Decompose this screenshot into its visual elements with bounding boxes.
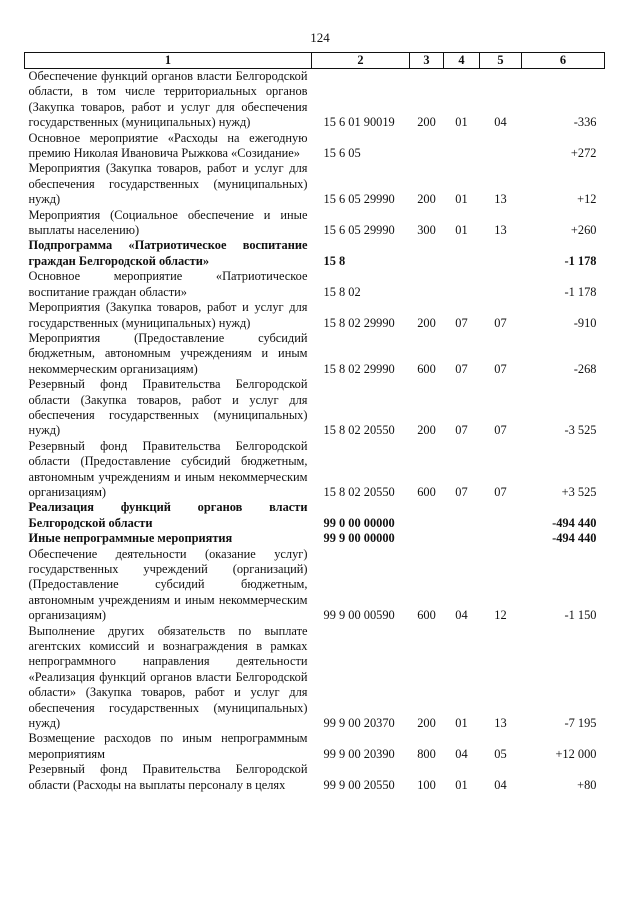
row-subsection: 12 xyxy=(494,608,507,623)
row-expense-type: 600 xyxy=(417,361,436,376)
row-subsection: 07 xyxy=(494,423,507,438)
row-expense-type xyxy=(410,500,444,531)
row-amount: -1 178 xyxy=(564,284,597,299)
row-section xyxy=(444,131,480,162)
row-name: Мероприятия (Закупка товаров, работ и услуг для обеспечения государственных (муниципальных) нужд) xyxy=(28,161,308,207)
row-expense-type: 200 xyxy=(417,716,436,731)
table-row xyxy=(25,208,605,239)
row-code: 99 9 00 00590 xyxy=(323,608,395,623)
table-row xyxy=(25,131,605,162)
row-section: 01 xyxy=(455,223,468,238)
row-code: 15 8 02 xyxy=(323,284,361,299)
row-code: 15 8 02 20550 xyxy=(323,423,395,438)
row-name: Выполнение других обязательств по выплате агентских комиссий и вознаграждения в рамках непрограммного направления деятельности «Реализация функций органов власти Белгородской области» (Закупка товаров, работ и услуг для обеспечения государственных (муниципальных) нужд) xyxy=(28,623,308,731)
row-name: Мероприятия (Закупка товаров, работ и услуг для государственных (муниципальных) нужд) xyxy=(28,300,308,330)
row-section: 07 xyxy=(455,423,468,438)
row-subsection: 07 xyxy=(494,315,507,330)
row-section: 04 xyxy=(455,608,468,623)
row-subsection: 07 xyxy=(494,361,507,376)
header-col-4: 4 xyxy=(444,53,480,69)
row-amount: -910 xyxy=(573,315,597,330)
table-row xyxy=(25,269,605,300)
row-section: 07 xyxy=(455,361,468,376)
row-code: 99 9 00 20370 xyxy=(323,716,395,731)
header-col-1: 1 xyxy=(25,53,312,69)
row-code: 15 6 05 29990 xyxy=(323,223,395,238)
row-expense-type xyxy=(410,531,444,546)
page-number: 124 xyxy=(310,30,330,45)
row-section: 07 xyxy=(455,315,468,330)
row-name: Резервный фонд Правительства Белгородской области (Предоставление субсидий бюджетным, автономным учреждениям и иным некоммерческим организациям) xyxy=(28,438,308,499)
row-expense-type xyxy=(410,269,444,300)
row-expense-type: 100 xyxy=(417,777,436,792)
row-code: 15 8 xyxy=(323,253,346,268)
row-expense-type: 600 xyxy=(417,608,436,623)
row-section xyxy=(444,238,480,269)
row-amount: -7 195 xyxy=(564,716,597,731)
table-row xyxy=(25,624,605,732)
row-code: 99 9 00 20390 xyxy=(323,746,395,761)
table-body xyxy=(25,69,605,794)
row-subsection: 13 xyxy=(494,716,507,731)
header-col-3: 3 xyxy=(410,53,444,69)
row-amount: +80 xyxy=(577,777,597,792)
row-amount: -1 178 xyxy=(564,253,597,268)
row-section: 07 xyxy=(455,484,468,499)
table-row xyxy=(25,531,605,546)
row-expense-type: 600 xyxy=(417,484,436,499)
row-name: Основное мероприятие «Расходы на ежегодную премию Николая Ивановича Рыжкова «Созидание» xyxy=(28,130,308,161)
budget-table xyxy=(24,52,605,793)
row-code: 15 8 02 29990 xyxy=(323,315,395,330)
table-row xyxy=(25,439,605,501)
row-name: Иные непрограммные мероприятия xyxy=(28,531,233,546)
row-amount: -268 xyxy=(573,361,597,376)
row-code: 15 6 05 29990 xyxy=(323,192,395,207)
row-name: Мероприятия (Предоставление субсидий бюджетным, автономным учреждениям и иным некоммерческим организациям) xyxy=(28,330,308,376)
header-row xyxy=(25,53,605,69)
row-subsection xyxy=(480,238,522,269)
row-name: Резервный фонд Правительства Белгородской области (Расходы на выплаты персоналу в целях xyxy=(28,762,308,792)
row-expense-type: 200 xyxy=(417,192,436,207)
row-subsection xyxy=(480,131,522,162)
table-row xyxy=(25,161,605,207)
row-subsection: 04 xyxy=(494,777,507,792)
table-header xyxy=(25,53,605,69)
table-row xyxy=(25,300,605,331)
row-code: 15 6 01 90019 xyxy=(323,115,395,130)
row-section: 01 xyxy=(455,716,468,731)
row-subsection: 13 xyxy=(494,223,507,238)
row-amount: +272 xyxy=(570,146,597,161)
row-name: Подпрограмма «Патриотическое воспитание граждан Белгородской области» xyxy=(28,238,308,268)
row-section: 01 xyxy=(455,192,468,207)
table-row xyxy=(25,762,605,793)
row-code: 99 9 00 20550 xyxy=(323,777,395,792)
row-amount: +3 525 xyxy=(561,484,597,499)
row-code: 15 6 05 xyxy=(323,146,361,161)
row-name: Основное мероприятие «Патриотическое воспитание граждан области» xyxy=(28,269,308,299)
row-subsection: 04 xyxy=(494,115,507,130)
row-amount: -336 xyxy=(573,115,597,130)
table-row xyxy=(25,500,605,531)
row-subsection: 07 xyxy=(494,484,507,499)
row-subsection xyxy=(480,500,522,531)
table-row xyxy=(25,547,605,624)
row-expense-type: 200 xyxy=(417,423,436,438)
row-name: Возмещение расходов по иным непрограммным мероприятиям xyxy=(28,731,308,761)
row-section xyxy=(444,531,480,546)
header-col-5: 5 xyxy=(480,53,522,69)
row-code: 15 8 02 20550 xyxy=(323,484,395,499)
row-amount: -3 525 xyxy=(564,423,597,438)
row-amount: -494 440 xyxy=(552,515,597,530)
row-amount: -494 440 xyxy=(552,531,597,546)
row-name: Реализация функций органов власти Белгородской области xyxy=(28,500,308,530)
row-name: Резервный фонд Правительства Белгородской области (Закупка товаров, работ и услуг для обеспечения государственных (муниципальных) нужд) xyxy=(28,377,308,438)
table-row xyxy=(25,69,605,131)
row-name: Мероприятия (Социальное обеспечение и иные выплаты населению) xyxy=(28,207,308,238)
row-expense-type: 200 xyxy=(417,115,436,130)
row-expense-type: 800 xyxy=(417,746,436,761)
row-section: 04 xyxy=(455,746,468,761)
row-expense-type: 300 xyxy=(417,223,436,238)
row-section: 01 xyxy=(455,777,468,792)
table-row xyxy=(25,377,605,439)
row-section: 01 xyxy=(455,115,468,130)
row-name: Обеспечение деятельности (оказание услуг) государственных учреждений (организаций) (Предоставление субсидий бюджетным, автономным учреждениям и иным некоммерческим организациям) xyxy=(28,546,308,623)
row-section xyxy=(444,269,480,300)
row-subsection: 13 xyxy=(494,192,507,207)
row-amount: -1 150 xyxy=(564,608,597,623)
row-section xyxy=(444,500,480,531)
header-col-2: 2 xyxy=(312,53,410,69)
row-amount: +12 xyxy=(577,192,597,207)
row-subsection: 05 xyxy=(494,746,507,761)
row-amount: +260 xyxy=(570,223,597,238)
row-code: 99 9 00 00000 xyxy=(323,531,395,546)
row-code: 15 8 02 29990 xyxy=(323,361,395,376)
row-expense-type: 200 xyxy=(417,315,436,330)
header-col-6: 6 xyxy=(522,53,605,69)
table-row xyxy=(25,331,605,377)
row-expense-type xyxy=(410,131,444,162)
row-code: 99 0 00 00000 xyxy=(323,515,395,530)
row-expense-type xyxy=(410,238,444,269)
table-row xyxy=(25,238,605,269)
row-subsection xyxy=(480,531,522,546)
row-amount: +12 000 xyxy=(555,746,597,761)
row-name: Обеспечение функций органов власти Белгородской области, в том числе территориальных органов (Закупка товаров, работ и услуг для обеспечения государственных (муниципальных) нужд) xyxy=(28,69,308,130)
row-subsection xyxy=(480,269,522,300)
table-row xyxy=(25,731,605,762)
